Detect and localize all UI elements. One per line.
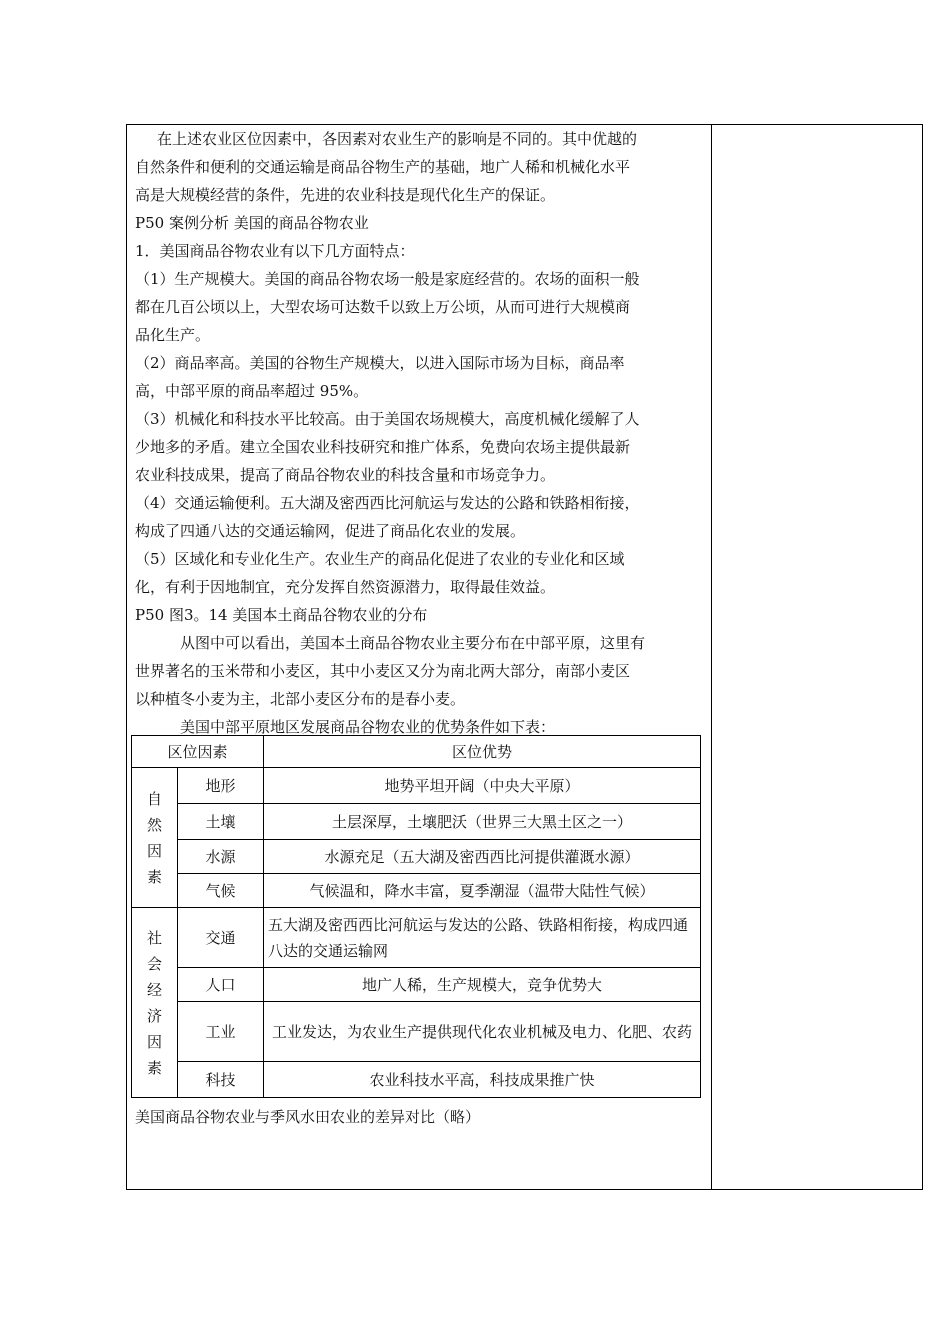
column-divider — [711, 125, 712, 1189]
advantage-cell: 气候温和，降水丰富，夏季潮湿（温带大陆性气候） — [264, 874, 701, 908]
paragraph-line: 在上述农业区位因素中，各因素对农业生产的影响是不同的。其中优越的 — [157, 130, 638, 148]
paragraph-line: 高，中部平原的商品率超过 95%。 — [135, 382, 369, 400]
header-advantage: 区位优势 — [264, 736, 701, 768]
section-heading: P50 案例分析 美国的商品谷物农业 — [135, 214, 369, 232]
factor-cell: 工业 — [178, 1002, 264, 1062]
factor-cell: 人口 — [178, 968, 264, 1002]
group-natural-factors: 自 然 因 素 — [132, 768, 178, 908]
factor-cell: 科技 — [178, 1062, 264, 1098]
paragraph-line: （5）区域化和专业化生产。农业生产的商品化促进了农业的专业化和区域 — [135, 550, 625, 568]
paragraph-line: （2）商品率高。美国的谷物生产规模大，以进入国际市场为目标，商品率 — [135, 354, 625, 372]
factor-cell: 土壤 — [178, 804, 264, 840]
header-factor: 区位因素 — [132, 736, 264, 768]
advantage-cell: 五大湖及密西西比河航运与发达的公路、铁路相衔接，构成四通八达的交通运输网 — [264, 908, 701, 968]
advantage-cell: 地广人稀，生产规模大，竞争优势大 — [264, 968, 701, 1002]
paragraph-line: 构成了四通八达的交通运输网，促进了商品化农业的发展。 — [135, 522, 526, 540]
group-socioeconomic-factors: 社 会 经 济 因 素 — [132, 908, 178, 1098]
table-row — [132, 908, 701, 968]
table-row — [132, 874, 701, 908]
paragraph-line: 美国中部平原地区发展商品谷物农业的优势条件如下表： — [180, 718, 556, 736]
comparison-note: 美国商品谷物农业与季风水田农业的差异对比（略） — [135, 1108, 481, 1126]
advantage-cell: 工业发达，为农业生产提供现代化农业机械及电力、化肥、农药 — [264, 1002, 701, 1062]
main-text-column — [135, 125, 703, 741]
paragraph-line: （3）机械化和科技水平比较高。由于美国农场规模大，高度机械化缓解了人 — [135, 410, 640, 428]
factor-cell: 地形 — [178, 768, 264, 804]
table-row — [132, 804, 701, 840]
paragraph-line: （4）交通运输便利。五大湖及密西西比河航运与发达的公路和铁路相衔接， — [135, 494, 640, 512]
content-table-frame — [126, 124, 923, 1190]
location-factors-table — [131, 735, 701, 1098]
advantage-cell: 地势平坦开阔（中央大平原） — [264, 768, 701, 804]
table-header-row — [132, 736, 701, 768]
paragraph-line: 世界著名的玉米带和小麦区，其中小麦区又分为南北两大部分，南部小麦区 — [135, 662, 631, 680]
paragraph-line: 以种植冬小麦为主，北部小麦区分布的是春小麦。 — [135, 690, 466, 708]
paragraph-line: 高是大规模经营的条件，先进的农业科技是现代化生产的保证。 — [135, 186, 556, 204]
table-row — [132, 768, 701, 804]
paragraph-line: 化，有利于因地制宜，充分发挥自然资源潜力，取得最佳效益。 — [135, 578, 556, 596]
paragraph-line: 农业科技成果，提高了商品谷物农业的科技含量和市场竞争力。 — [135, 466, 556, 484]
section-heading: P50 图3。14 美国本土商品谷物农业的分布 — [135, 606, 428, 624]
advantage-cell: 土层深厚，土壤肥沃（世界三大黑土区之一） — [264, 804, 701, 840]
table-row — [132, 1062, 701, 1098]
paragraph-line: 品化生产。 — [135, 326, 211, 344]
paragraph-line: 都在几百公顷以上，大型农场可达数千以致上万公顷，从而可进行大规模商 — [135, 298, 631, 316]
paragraph-line: 从图中可以看出，美国本土商品谷物农业主要分布在中部平原，这里有 — [180, 634, 646, 652]
factor-cell: 水源 — [178, 840, 264, 874]
factor-cell: 交通 — [178, 908, 264, 968]
paragraph-line: 自然条件和便利的交通运输是商品谷物生产的基础，地广人稀和机械化水平 — [135, 158, 631, 176]
advantage-cell: 水源充足（五大湖及密西西比河提供灌溉水源） — [264, 840, 701, 874]
list-heading: 1．美国商品谷物农业有以下几方面特点： — [135, 242, 415, 260]
table-row — [132, 1002, 701, 1062]
paragraph-line: （1）生产规模大。美国的商品谷物农场一般是家庭经营的。农场的面积一般 — [135, 270, 640, 288]
factor-cell: 气候 — [178, 874, 264, 908]
paragraph-line: 少地多的矛盾。建立全国农业科技研究和推广体系，免费向农场主提供最新 — [135, 438, 631, 456]
table-row — [132, 968, 701, 1002]
advantage-cell: 农业科技水平高，科技成果推广快 — [264, 1062, 701, 1098]
table-row — [132, 840, 701, 874]
